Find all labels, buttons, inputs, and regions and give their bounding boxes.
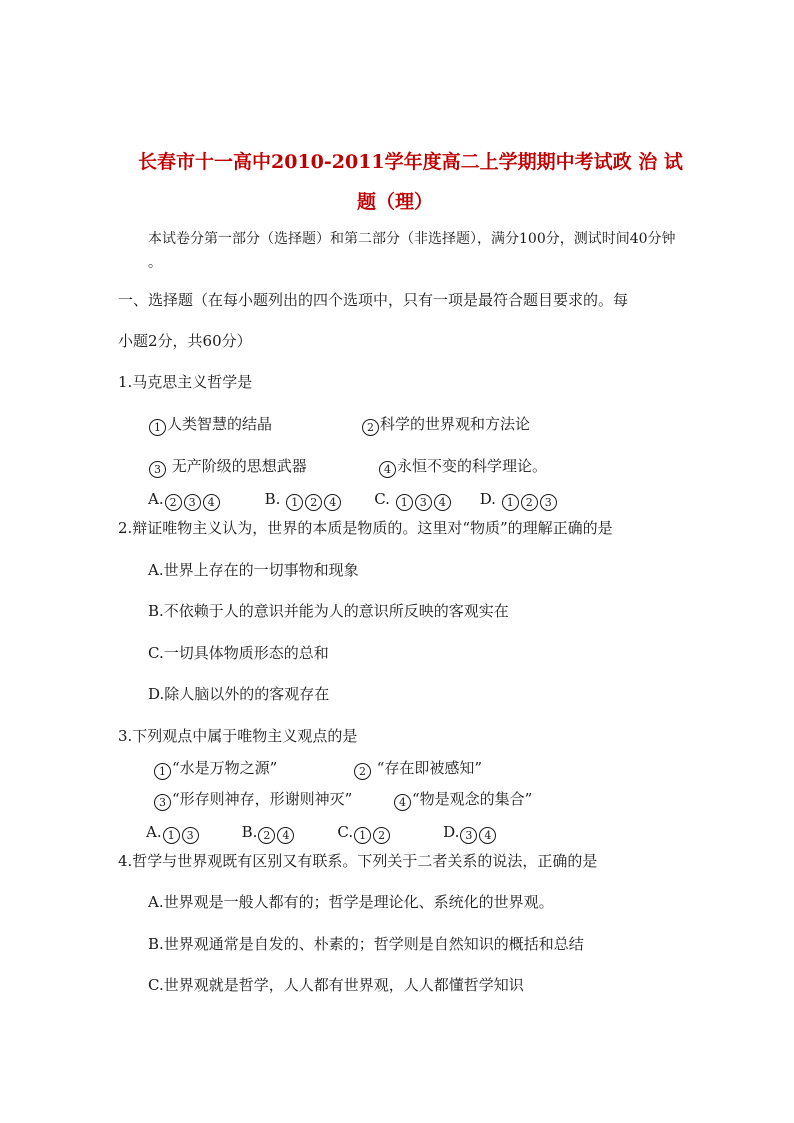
circled-number: 2 <box>354 763 371 780</box>
question-3-statement-4 <box>393 789 532 811</box>
question-4-option-c[interactable]: C.世界观就是哲学，人人都有世界观，人人都懂哲学知识 <box>148 976 524 994</box>
page-title-line2: 题（理） <box>357 191 434 213</box>
option-a[interactable]: A. 2 3 4 <box>148 489 221 511</box>
statement-text: “物是观念的集合” <box>412 790 533 808</box>
question-1-stem: 1.马克思主义哲学是 <box>118 373 253 391</box>
statement-text: “形存则神存，形谢则神灭” <box>172 790 353 808</box>
question-1-statement-2 <box>361 414 530 436</box>
question-1-statement-4 <box>378 456 547 478</box>
statement-text: 永恒不变的科学理论。 <box>397 457 548 475</box>
circled-number: 1 <box>149 419 166 436</box>
question-2-option-c[interactable]: C.一切具体物质形态的总和 <box>148 644 329 662</box>
circled-number: 4 <box>379 461 396 478</box>
question-3-statement-3 <box>153 789 352 811</box>
option-d[interactable]: D. 1 2 3 <box>480 489 558 511</box>
question-2-option-b[interactable]: B.不依赖于人的意识并能为人的意识所反映的客观实在 <box>148 602 509 620</box>
option-c[interactable]: C. 1 2 <box>337 822 391 844</box>
circled-number: 3 <box>154 794 171 811</box>
circled-number: 2 <box>362 419 379 436</box>
question-4-stem: 4.哲学与世界观既有区别又有联系。下列关于二者关系的说法，正确的是 <box>118 852 598 870</box>
question-1-statement-1 <box>148 414 272 436</box>
intro-text-cont: 。 <box>148 255 162 271</box>
question-3-options <box>146 822 497 844</box>
question-2-stem: 2.辩证唯物主义认为，世界的本质是物质的。这里对“物质”的理解正确的是 <box>118 519 613 537</box>
circled-number: 4 <box>394 794 411 811</box>
circled-number: 1 <box>154 763 171 780</box>
statement-text: 科学的世界观和方法论 <box>380 415 531 433</box>
section-heading: 一、选择题（在每小题列出的四个选项中，只有一项是最符合题目要求的。每 <box>118 291 629 309</box>
option-b[interactable]: B. 2 4 <box>242 822 296 844</box>
page-title-line1: 长春市十一高中2010-2011学年度高二上学期期中考试政 治 试 <box>138 151 683 173</box>
question-4-option-a[interactable]: A.世界观是一般人都有的；哲学是理论化、系统化的世界观。 <box>148 893 554 911</box>
statement-text: “水是万物之源” <box>172 759 278 777</box>
question-1-options <box>148 489 558 511</box>
statement-text: 人类智慧的结晶 <box>167 415 273 433</box>
question-3-stem: 3.下列观点中属于唯物主义观点的是 <box>118 727 358 745</box>
question-2-option-a[interactable]: A.世界上存在的一切事物和现象 <box>148 561 359 579</box>
question-4-option-b[interactable]: B.世界观通常是自发的、朴素的；哲学则是自然知识的概括和总结 <box>148 935 584 953</box>
question-3-statement-1 <box>153 758 277 780</box>
statement-text: “存在即被感知” <box>372 759 483 777</box>
question-3-statement-2 <box>353 758 482 780</box>
question-2-option-d[interactable]: D.除人脑以外的的客观存在 <box>148 685 330 703</box>
section-heading-cont: 小题2分，共60分） <box>118 332 252 350</box>
option-a[interactable]: A. 1 3 <box>146 822 200 844</box>
statement-text: 无产阶级的思想武器 <box>167 457 307 475</box>
question-1-statement-3 <box>148 456 307 478</box>
option-d[interactable]: D. 3 4 <box>443 822 497 844</box>
option-c[interactable]: C. 1 3 4 <box>374 489 452 511</box>
option-b[interactable]: B. 1 2 4 <box>265 489 343 511</box>
circled-number: 3 <box>149 461 166 478</box>
intro-text: 本试卷分第一部分（选择题）和第二部分（非选择题），满分100分，测试时间40分钟 <box>148 231 676 247</box>
